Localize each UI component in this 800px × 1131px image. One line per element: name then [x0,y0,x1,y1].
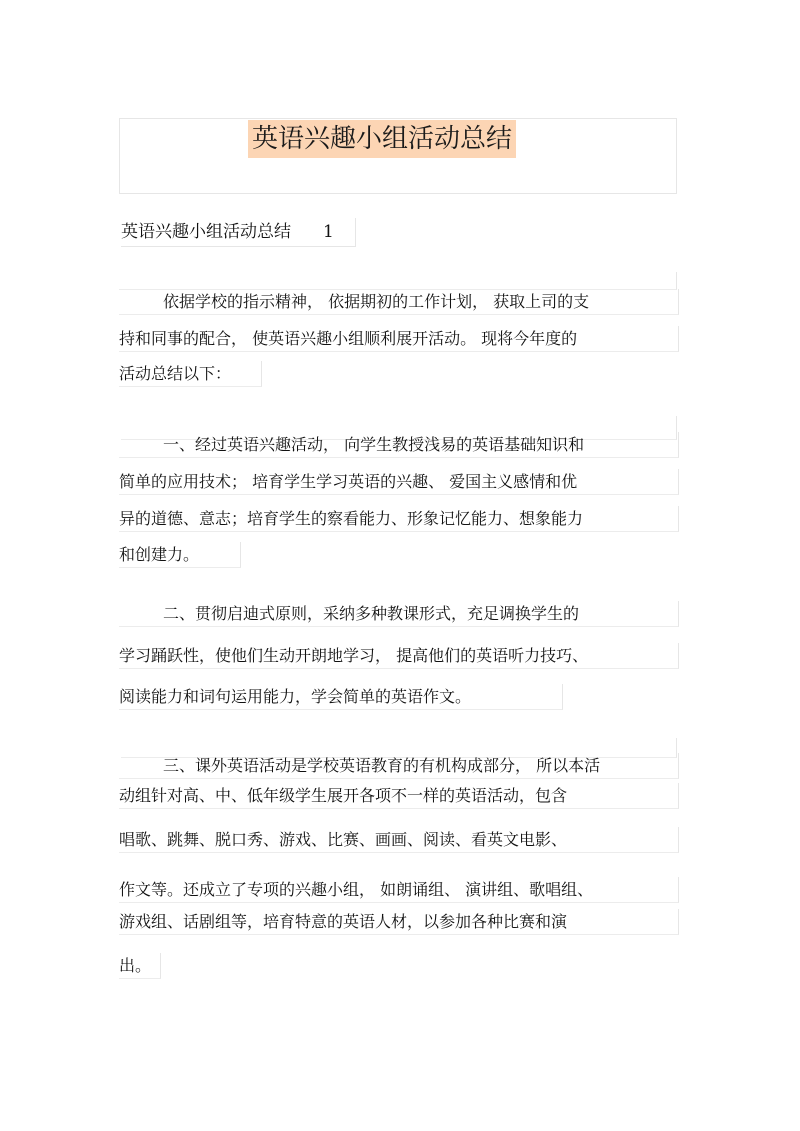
paragraph-4-line-1: 三、课外英语活动是学校英语教育的有机构成部分， 所以本活 [119,753,679,779]
section-heading-text: 英语兴趣小组活动总结 [121,222,291,242]
paragraph-3-line-1: 二、贯彻启迪式原则，采纳多种教课形式，充足调换学生的 [119,601,679,627]
paragraph-2-line-1: 一、经过英语兴趣活动， 向学生教授浅易的英语基础知识和 [119,432,679,458]
paragraph-1-line-1: 依据学校的指示精神， 依据期初的工作计划， 获取上司的支 [119,289,679,315]
document-title: 英语兴趣小组活动总结 [248,120,516,158]
paragraph-3-line-3: 阅读能力和词句运用能力，学会简单的英语作文。 [119,684,563,710]
paragraph-3-line-2: 学习踊跃性，使他们生动开朗地学习， 提高他们的英语听力技巧、 [119,643,679,669]
paragraph-2-line-4: 和创建力。 [119,542,241,568]
paragraph-1-line-2: 持和同事的配合， 使英语兴趣小组顺利展开活动。 现将今年度的 [119,326,679,352]
section-heading [121,218,356,247]
section-number: 1 [323,222,334,242]
paragraph-4-line-4: 作文等。还成立了专项的兴趣小组， 如朗诵组、 演讲组、歌唱组、 [119,877,679,903]
paragraph-4-line-3: 唱歌、跳舞、脱口秀、游戏、比赛、画画、阅读、看英文电影、 [119,827,679,853]
paragraph-2-line-2: 简单的应用技术； 培育学生学习英语的兴趣、 爱国主义感情和优 [119,469,679,495]
paragraph-4-line-5: 游戏组、话剧组等，培育特意的英语人材，以参加各种比赛和演 [119,909,679,935]
paragraph-1-line-3: 活动总结以下： [119,361,262,387]
paragraph-4-line-6: 出。 [119,953,161,979]
blank-line-frame [119,272,677,290]
paragraph-4-line-2: 动组针对高、中、低年级学生展开各项不一样的英语活动，包含 [119,783,679,809]
paragraph-2-line-3: 异的道德、意志；培育学生的察看能力、形象记忆能力、想象能力 [119,506,679,532]
